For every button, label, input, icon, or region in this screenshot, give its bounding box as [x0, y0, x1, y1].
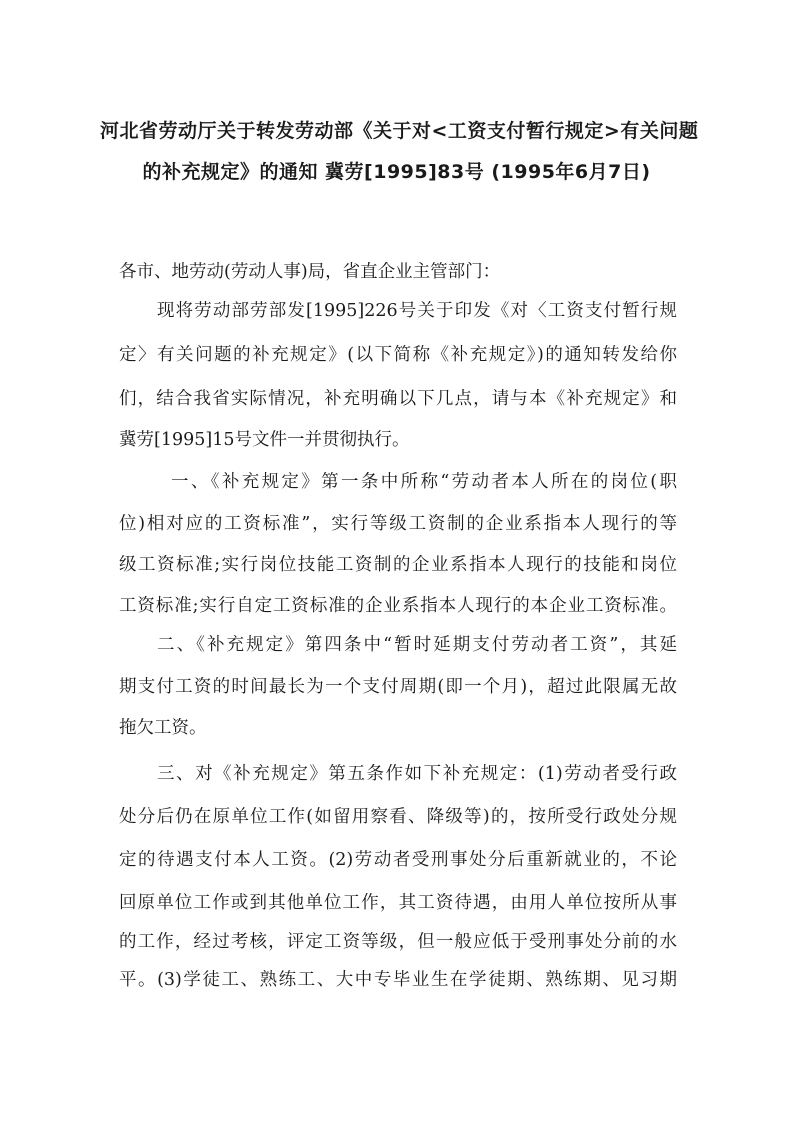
body-line: 三、对《补充规定》第五条作如下补充规定：(1)劳动者受行政: [157, 764, 677, 784]
body-line: 回原单位工作或到其他单位工作，其工资待遇，由用人单位按所从事: [119, 893, 677, 913]
body-line: 级工资标准;实行岗位技能工资制的企业系指本人现行的技能和岗位: [119, 555, 677, 575]
body-line: 期支付工资的时间最长为一个支付周期(即一个月)，超过此限属无故: [119, 677, 677, 697]
body-line: 们，结合我省实际情况，补充明确以下几点，请与本《补充规定》和: [119, 389, 677, 409]
body-line: 平。(3)学徒工、熟练工、大中专毕业生在学徒期、熟练期、见习期: [119, 970, 677, 990]
addressee: 各市、地劳动(劳动人事)局，省直企业主管部门：: [119, 262, 501, 282]
body-line: 二、《补充规定》第四条中“暂时延期支付劳动者工资”，其延: [157, 635, 677, 655]
body-line: 工资标准;实行自定工资标准的企业系指本人现行的本企业工资标准。: [119, 596, 677, 616]
body-line: 定的待遇支付本人工资。(2)劳动者受刑事处分后重新就业的，不论: [119, 850, 677, 870]
document-title-line-1: 河北省劳动厅关于转发劳动部《关于对<工资支付暂行规定>有关问题: [100, 120, 699, 142]
body-line: 处分后仍在原单位工作(如留用察看、降级等)的，按所受行政处分规: [119, 807, 677, 827]
body-line: 现将劳动部劳部发[1995]226号关于印发《对〈工资支付暂行规: [157, 301, 677, 321]
body-line: 的工作，经过考核，评定工资等级，但一般应低于受刑事处分前的水: [119, 932, 677, 952]
body-line: 冀劳[1995]15号文件一并贯彻执行。: [119, 430, 410, 450]
document-title-line-2: 的补充规定》的通知 冀劳[1995]83号 (1995年6月7日): [142, 161, 651, 183]
body-line: 定〉有关问题的补充规定》(以下简称《补充规定》)的通知转发给你: [119, 345, 677, 365]
body-line: 拖欠工资。: [119, 718, 207, 738]
body-line: 一、《补充规定》第一条中所称“劳动者本人所在的岗位(职: [171, 472, 677, 492]
body-line: 位)相对应的工资标准”，实行等级工资制的企业系指本人现行的等: [119, 514, 677, 534]
